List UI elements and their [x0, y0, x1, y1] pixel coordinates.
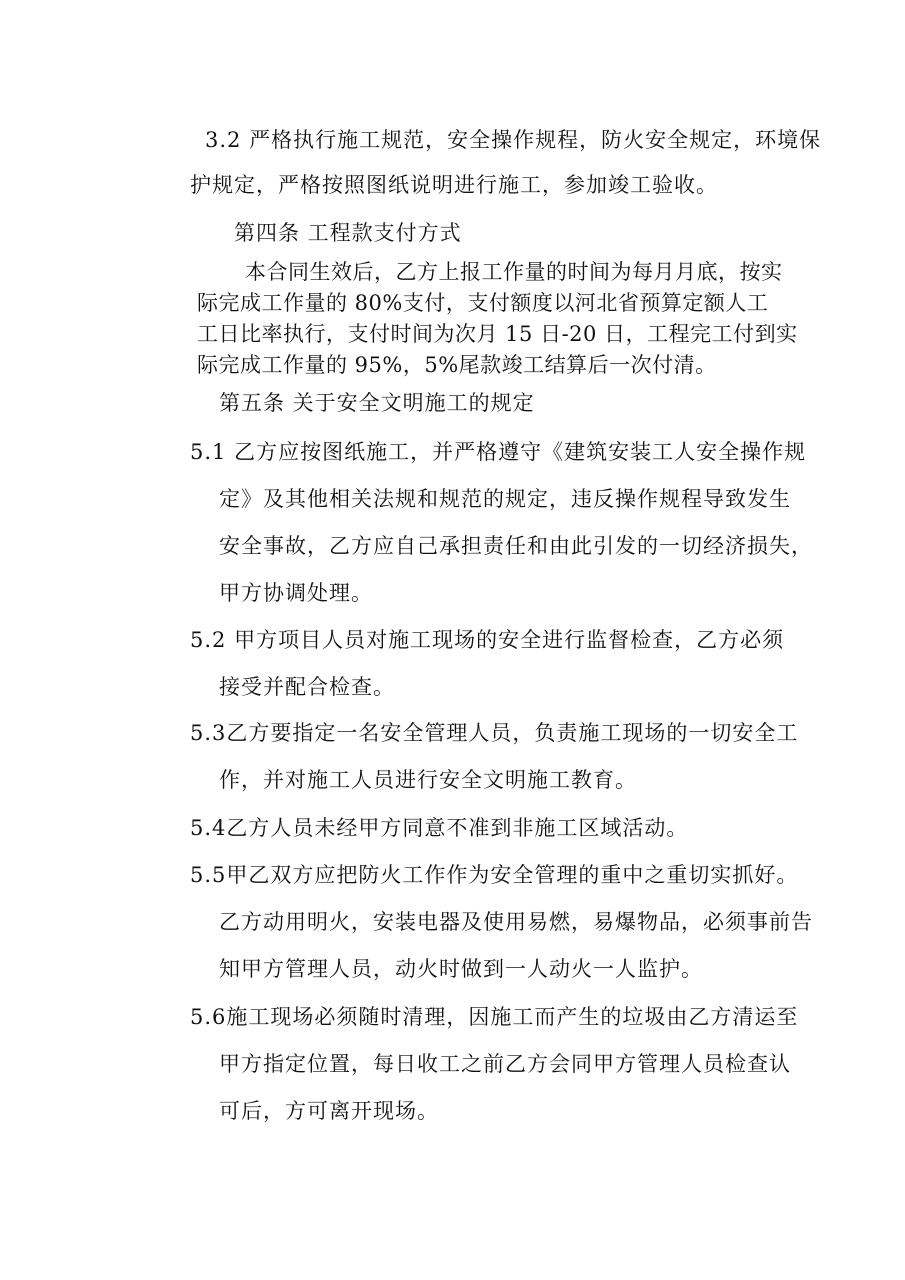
item-5-5-line-2: 乙方动用明火，安装电器及使用易燃，易爆物品，必须事前告: [219, 910, 813, 934]
item-5-5-line-1: 5.5甲乙双方应把防火工作作为安全管理的重中之重切实抓好。: [190, 863, 799, 887]
section-3-2-line-2: 护规定，严格按照图纸说明进行施工，参加竣工验收。: [190, 173, 718, 197]
article-4-heading: 第四条 工程款支付方式: [234, 221, 462, 245]
item-5-5-line-3: 知甲方管理人员，动火时做到一人动火一人监护。: [219, 957, 703, 981]
item-5-6-line-3: 可后，方可离开现场。: [219, 1099, 439, 1123]
item-5-2-line-2: 接受并配合检查。: [219, 675, 395, 699]
section-3-2-line-1: 3.2 严格执行施工规范，安全操作规程，防火安全规定，环境保: [205, 128, 822, 152]
article-4-line-1: 本合同生效后，乙方上报工作量的时间为每月月底，按实: [245, 260, 783, 284]
item-5-6-line-1: 5.6施工现场必须随时清理，因施工而产生的垃圾由乙方清运至: [190, 1005, 799, 1029]
item-5-3-line-1: 5.3乙方要指定一名安全管理人员，负责施工现场的一切安全工: [190, 721, 799, 745]
article-4-line-2: 际完成工作量的 80%支付，支付额度以河北省预算定额人工: [197, 291, 769, 315]
article-4-line-3: 工日比率执行，支付时间为次月 15 日-20 日，工程完工付到实: [197, 322, 798, 346]
item-5-1-line-3: 安全事故，乙方应自己承担责任和由此引发的一切经济损失，: [219, 534, 813, 558]
article-4-line-4: 际完成工作量的 95%，5%尾款竣工结算后一次付清。: [197, 353, 717, 377]
item-5-2-line-1: 5.2 甲方项目人员对施工现场的安全进行监督检查，乙方必须: [190, 628, 785, 652]
item-5-4-line-1: 5.4乙方人员未经甲方同意不准到非施工区域活动。: [190, 816, 689, 840]
item-5-1-line-1: 5.1 乙方应按图纸施工，并严格遵守《建筑安装工人安全操作规: [190, 440, 807, 464]
item-5-1-line-4: 甲方协调处理。: [219, 581, 373, 605]
item-5-3-line-2: 作，并对施工人员进行安全文明施工教育。: [219, 768, 637, 792]
article-5-heading: 第五条 关于安全文明施工的规定: [219, 391, 535, 415]
item-5-1-line-2: 定》及其他相关法规和规范的规定，违反操作规程导致发生: [219, 487, 791, 511]
item-5-6-line-2: 甲方指定位置，每日收工之前乙方会同甲方管理人员检查认: [219, 1052, 791, 1076]
